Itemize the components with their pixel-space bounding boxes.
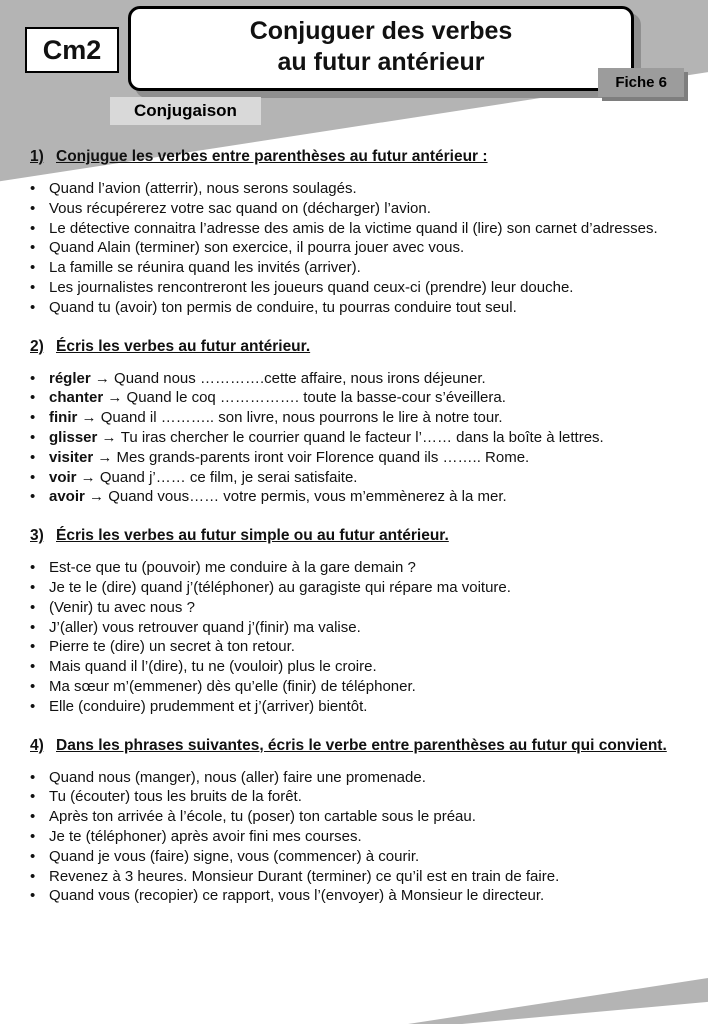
item-text: J’(aller) vous retrouver quand j’(finir) ma valise. xyxy=(49,618,361,636)
subject-label: Conjugaison xyxy=(134,101,237,120)
bullet-icon: • xyxy=(30,808,36,826)
exercise-heading xyxy=(30,527,684,545)
bullet-icon: • xyxy=(30,578,36,596)
bullet-icon: • xyxy=(30,298,36,316)
bullet-icon: • xyxy=(30,788,36,806)
bullet-icon: • xyxy=(30,559,36,577)
exercise-title: Écris les verbes au futur simple ou au futur antérieur. xyxy=(56,527,449,545)
bullet-icon: • xyxy=(30,697,36,715)
bullet-icon: • xyxy=(30,488,36,506)
list-item xyxy=(30,618,684,638)
item-text xyxy=(49,448,684,468)
exercise-heading xyxy=(30,737,684,755)
item-text: Quand Alain (terminer) son exercice, il pourra jouer avec vous. xyxy=(49,239,465,257)
list-item xyxy=(30,468,684,488)
list-item xyxy=(30,637,684,657)
verb-label: chanter xyxy=(49,389,104,407)
arrow-icon: → xyxy=(97,428,121,446)
arrow-icon: → xyxy=(93,448,117,466)
item-text: Pierre te (dire) un secret à ton retour. xyxy=(49,638,295,656)
list-item xyxy=(30,487,684,507)
arrow-icon: → xyxy=(90,369,115,387)
bullet-icon: • xyxy=(30,428,36,446)
item-text xyxy=(49,487,684,507)
item-text: Les journalistes rencontreront les joueurs quand ceux-ci (prendre) leur douche. xyxy=(49,278,574,296)
list-item xyxy=(30,886,684,906)
exercise-title: Conjugue les verbes entre parenthèses au futur antérieur : xyxy=(56,148,488,165)
list-item xyxy=(30,238,684,258)
list-item xyxy=(30,768,684,788)
list-item xyxy=(30,388,684,408)
worksheet-title-box xyxy=(128,6,634,91)
item-text: Le détective connaitra l’adresse des amis de la victime quand il (lire) son carnet d’adresses. xyxy=(49,219,658,237)
arrow-icon: → xyxy=(77,409,101,427)
list-item xyxy=(30,657,684,677)
bullet-icon: • xyxy=(30,887,36,905)
title-line-2: au futur antérieur xyxy=(277,48,485,77)
list-item xyxy=(30,179,684,199)
verb-label: visiter xyxy=(49,448,94,466)
list-item xyxy=(30,199,684,219)
item-text: Quand vous (recopier) ce rapport, vous l’(envoyer) à Monsieur le directeur. xyxy=(49,887,545,905)
verb-label: glisser xyxy=(49,428,98,446)
list-item xyxy=(30,278,684,298)
exercise-heading xyxy=(30,338,684,356)
item-text xyxy=(49,408,684,428)
subject-badge xyxy=(110,97,261,125)
item-text: Vous récupérerez votre sac quand on (décharger) l’avion. xyxy=(49,199,431,217)
footer-corner-band xyxy=(408,978,708,1024)
item-text: Je te (téléphoner) après avoir fini mes courses. xyxy=(49,827,362,845)
exercise-item-list xyxy=(30,369,684,508)
list-item xyxy=(30,448,684,468)
bullet-icon: • xyxy=(30,468,36,486)
grade-level-badge xyxy=(25,27,119,73)
arrow-icon: → xyxy=(84,488,109,506)
exercise-heading xyxy=(30,148,684,166)
list-item xyxy=(30,787,684,807)
item-text: Tu (écouter) tous les bruits de la forêt. xyxy=(49,788,302,806)
exercise-title: Dans les phrases suivantes, écris le verbe entre parenthèses au futur qui convient. xyxy=(56,736,667,754)
exercise-title: Écris les verbes au futur antérieur. xyxy=(56,337,311,355)
item-text: Est-ce que tu (pouvoir) me conduire à la gare demain ? xyxy=(49,559,416,577)
list-item xyxy=(30,697,684,717)
item-text xyxy=(49,468,684,488)
sentence-text: Mes grands-parents iront voir Florence quand ils …….. Rome. xyxy=(116,448,530,466)
bullet-icon: • xyxy=(30,658,36,676)
list-item xyxy=(30,598,684,618)
item-text: Mais quand il l’(dire), tu ne (vouloir) plus le croire. xyxy=(49,658,377,676)
item-text: Après ton arrivée à l’école, tu (poser) ton cartable sous le préau. xyxy=(49,808,476,826)
list-item xyxy=(30,827,684,847)
list-item xyxy=(30,807,684,827)
item-text: Je te le (dire) quand j’(téléphoner) au garagiste qui répare ma voiture. xyxy=(49,578,511,596)
item-text xyxy=(49,428,684,448)
bullet-icon: • xyxy=(30,677,36,695)
title-line-1: Conjuguer des verbes xyxy=(249,17,513,45)
exercise-number: 3) xyxy=(30,527,44,545)
bullet-icon: • xyxy=(30,369,36,387)
item-text: Quand l’avion (atterrir), nous serons soulagés. xyxy=(49,180,357,197)
exercise xyxy=(30,338,684,508)
list-item xyxy=(30,558,684,578)
bullet-icon: • xyxy=(30,847,36,865)
verb-label: voir xyxy=(49,468,77,486)
verb-label: régler xyxy=(49,369,91,387)
verb-label: finir xyxy=(49,409,78,427)
sentence-text: Tu iras chercher le courrier quand le facteur l’…… dans la boîte à lettres. xyxy=(120,428,604,446)
sentence-text: Quand nous ………….cette affaire, nous irons déjeuner. xyxy=(114,369,486,387)
list-item xyxy=(30,219,684,239)
bullet-icon: • xyxy=(30,199,36,217)
item-text xyxy=(49,388,684,408)
item-text: (Venir) tu avec nous ? xyxy=(49,598,195,616)
arrow-icon: → xyxy=(103,389,127,407)
exercise-number: 1) xyxy=(30,148,44,165)
grade-level-label: Cm2 xyxy=(42,34,102,65)
item-text: Revenez à 3 heures. Monsieur Durant (terminer) ce qu’il est en train de faire. xyxy=(49,867,560,885)
item-text xyxy=(49,369,684,389)
verb-label: avoir xyxy=(49,488,85,506)
exercise-number: 2) xyxy=(30,337,44,355)
bullet-icon: • xyxy=(30,409,36,427)
exercise-item-list xyxy=(30,768,684,907)
exercise xyxy=(30,737,684,907)
bullet-icon: • xyxy=(30,867,36,885)
list-item xyxy=(30,677,684,697)
sentence-text: Quand j’…… ce film, je serai satisfaite. xyxy=(99,468,358,486)
list-item xyxy=(30,578,684,598)
bullet-icon: • xyxy=(30,219,36,237)
item-text: Ma sœur m’(emmener) dès qu’elle (finir) de téléphoner. xyxy=(49,677,416,695)
sentence-text: Quand il ……….. son livre, nous pourrons le lire à notre tour. xyxy=(100,409,503,427)
fiche-number-badge xyxy=(598,68,684,97)
bullet-icon: • xyxy=(30,259,36,277)
item-text: Elle (conduire) prudemment et j’(arriver) bientôt. xyxy=(49,697,368,715)
item-text: Quand tu (avoir) ton permis de conduire, tu pourras conduire tout seul. xyxy=(49,298,517,316)
bullet-icon: • xyxy=(30,618,36,636)
list-item xyxy=(30,369,684,389)
bullet-icon: • xyxy=(30,389,36,407)
sentence-text: Quand le coq ……………. toute la basse-cour s’éveillera. xyxy=(126,389,506,407)
exercise xyxy=(30,527,684,716)
bullet-icon: • xyxy=(30,598,36,616)
arrow-icon: → xyxy=(76,468,100,486)
list-item xyxy=(30,867,684,887)
list-item xyxy=(30,408,684,428)
bullet-icon: • xyxy=(30,448,36,466)
exercise-item-list xyxy=(30,558,684,716)
item-text: Quand nous (manger), nous (aller) faire une promenade. xyxy=(49,768,426,786)
bullet-icon: • xyxy=(30,768,36,786)
item-text: Quand je vous (faire) signe, vous (commencer) à courir. xyxy=(49,847,420,865)
exercise xyxy=(30,148,684,318)
list-item xyxy=(30,298,684,318)
exercises xyxy=(30,146,684,912)
bullet-icon: • xyxy=(30,278,36,296)
bullet-icon: • xyxy=(30,827,36,845)
exercise-item-list xyxy=(30,179,684,318)
bullet-icon: • xyxy=(30,239,36,257)
sentence-text: Quand vous…… votre permis, vous m’emmènerez à la mer. xyxy=(108,488,507,506)
exercise-number: 4) xyxy=(30,736,44,754)
bullet-icon: • xyxy=(30,638,36,656)
list-item xyxy=(30,258,684,278)
list-item xyxy=(30,847,684,867)
fiche-number-label: Fiche 6 xyxy=(615,74,667,91)
bullet-icon: • xyxy=(30,180,36,197)
item-text: La famille se réunira quand les invités (arriver). xyxy=(49,259,361,277)
list-item xyxy=(30,428,684,448)
